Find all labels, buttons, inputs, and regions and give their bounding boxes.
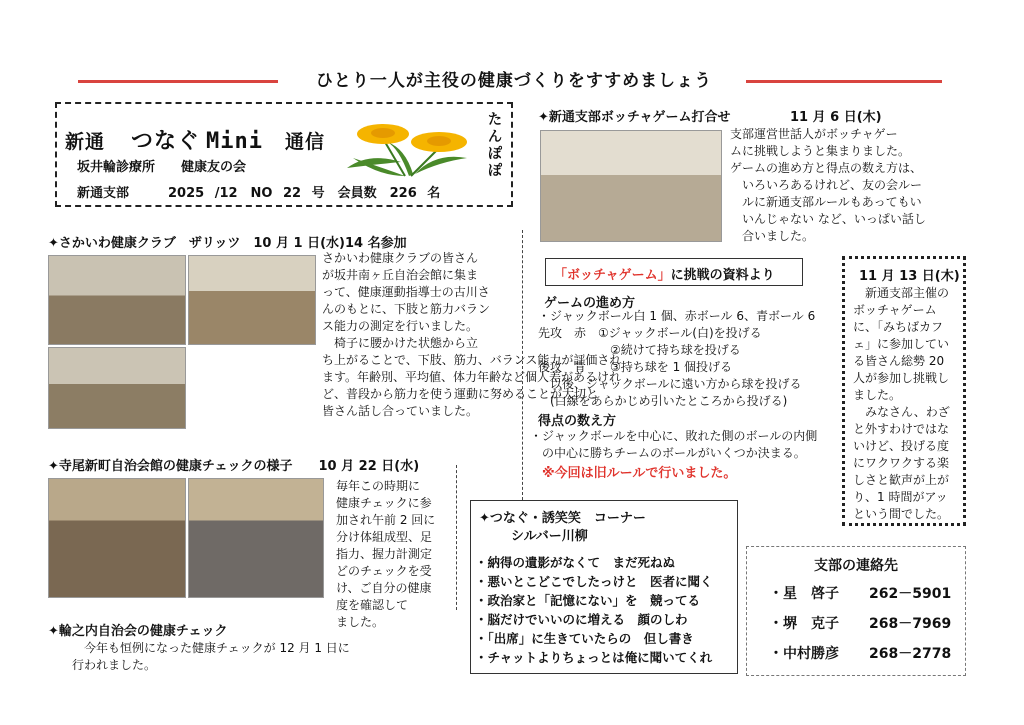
contact-name: ・中村勝彦 xyxy=(769,646,839,662)
photo-zaritz-3 xyxy=(48,347,186,429)
contact-phone: 268－2778 xyxy=(869,646,952,662)
section-wanouchi-text: 今年も恒例になった健康チェックが 12 月 1 日に 行われました。 xyxy=(72,641,350,672)
contact-box xyxy=(746,546,966,676)
photo-zaritz-2 xyxy=(188,255,316,345)
senryu-item: ・納得の遺影がなくて まだ死ねぬ xyxy=(475,555,676,570)
photo-terao-2 xyxy=(188,478,324,598)
divider-center xyxy=(522,230,523,500)
rules-score-text: ・ジャックボールを中心に、敗れた側のボールの内側 の中心に勝ちチームのボールがいくつか決まる。 xyxy=(530,429,818,460)
rules-heading-score: 得点の数え方 xyxy=(538,414,617,429)
section-zaritz-text: さかいわ健康クラブの皆さん が坂井南ヶ丘自治会館に集ま って、健康運動指導士の古川さ んのもとに、下肢と筋力バラン ス能力の測定を行いました。 椅子に腰かけた状態から立 ち上がることで、下肢、筋力、バランス能力が評価され ます。年齢別、平均値、体力年齢など個人差があるけれ ど、普段から筋力を使う運動に努めることが大切と 皆さん話し合っていました。 xyxy=(322,251,622,418)
nov13-date: 11 月 13 日(木) xyxy=(859,269,960,284)
rules-heading-flow: ゲームの進め方 xyxy=(544,296,636,311)
masthead xyxy=(55,102,513,207)
section-bocce-date: 11 月 6 日(木) xyxy=(790,110,882,125)
masthead-branch-info: 新通支部 2025 /12 NO 22 号 会員数 226 名 xyxy=(77,186,441,201)
senryu-item: ・チャットよりちょっとは俺に聞いてくれ xyxy=(475,650,713,665)
nov13-box xyxy=(842,256,966,526)
masthead-title-d: 通信 xyxy=(285,131,326,153)
contact-row xyxy=(769,613,965,633)
rules-banner xyxy=(545,258,803,286)
masthead-org: 坂井輪診療所 健康友の会 xyxy=(77,160,247,175)
section-bocce-title: ✦新通支部ボッチャゲーム打合せ xyxy=(538,110,731,125)
rules-banner-red: 「ボッチャゲーム」 xyxy=(554,268,671,283)
headline-rule-left xyxy=(78,80,278,83)
contact-phone: 262－5901 xyxy=(869,586,952,602)
masthead-title-c: Mini xyxy=(206,129,264,154)
senryu-item: ・脳だけでいいのに増える 顔のしわ xyxy=(475,612,688,627)
senryu-subtitle: シルバー川柳 xyxy=(511,529,588,544)
section-terao-text: 毎年この時期に 健康チェックに参 加され午前 2 回に 分け体組成型、足 指力、握力計測定 どのチェックを受 け、ご自分の健康 度を確認して ました。 xyxy=(336,479,436,629)
rules-note: ※今回は旧ルールで行いました。 xyxy=(542,466,737,481)
rules-banner-rest: に挑戦の資料より xyxy=(670,268,775,283)
senryu-item: ・「出席」に生きていたらの 但し書き xyxy=(475,631,694,646)
page-headline: ひとり一人が主役の健康づくりをすすめましょう xyxy=(315,71,713,91)
contact-phone: 268－7969 xyxy=(869,616,952,632)
dandelion-icon xyxy=(339,118,475,180)
section-wanouchi-title: ✦輪之内自治会の健康チェック xyxy=(48,624,228,639)
senryu-title: ✦つなぐ・誘笑笑 コーナー xyxy=(479,511,646,526)
headline-rule-right xyxy=(746,80,942,83)
contact-row xyxy=(769,643,965,663)
section-bocce-text: 支部運営世話人がボッチャゲー ムに挑戦しようと集まりました。 ゲームの進め方と得点の数え方は、 いろいろあるけれど、友の会ルー ルに新通支部ルールもあってもい いんじゃない など、いっぱい話し 合いました。 xyxy=(730,127,926,243)
nov13-text: 新通支部主催の ボッチャゲーム に、「みちばカフ ェ」に参加してい る皆さん総勢 20 人が参加し挑戦し ました。 みなさん、わざ と外すわけではな いけど、投げる度 にワクワクする楽 しさと歓声が上が り、1 時間がアッ という間でした。 xyxy=(853,286,950,521)
section-zaritz-title: ✦さかいわ健康クラブ ザリッツ 10 月 1 日(水)14 名参加 xyxy=(48,236,407,251)
contact-name: ・星 啓子 xyxy=(769,586,839,602)
senryu-item: ・政治家と「記憶にない」を 競ってる xyxy=(475,593,701,608)
contact-row xyxy=(769,583,965,603)
masthead-title-a: 新通 xyxy=(65,131,106,153)
contact-name: ・堺 克子 xyxy=(769,616,839,632)
senryu-box xyxy=(470,500,738,674)
photo-zaritz-1 xyxy=(48,255,186,345)
masthead-title-b: つなぐ xyxy=(131,129,201,154)
contact-title: 支部の連絡先 xyxy=(814,558,898,574)
photo-terao-1 xyxy=(48,478,186,598)
photo-bocce-meeting xyxy=(540,130,722,242)
section-terao-title: ✦寺尾新町自治会館の健康チェックの様子 10 月 22 日(水) xyxy=(48,459,420,474)
rules-flow-text: ・ジャックボール白 1 個、赤ボール 6、青ボール 6 先攻 赤 ①ジャックボール(白)を投げる ②続けて持ち球を投げる 後攻 青 ③持ち球を 1 個投げる 以後、ジャックボールに遠い方から球を投げる (白線をあらかじめ引いたところから投げる) xyxy=(538,309,816,408)
masthead-title xyxy=(65,124,325,155)
senryu-item: ・悪いとこどこでしたっけと 医者に聞く xyxy=(475,574,713,589)
tanpopo-label: たんぽぽ xyxy=(488,112,502,179)
divider-terao xyxy=(456,465,457,610)
